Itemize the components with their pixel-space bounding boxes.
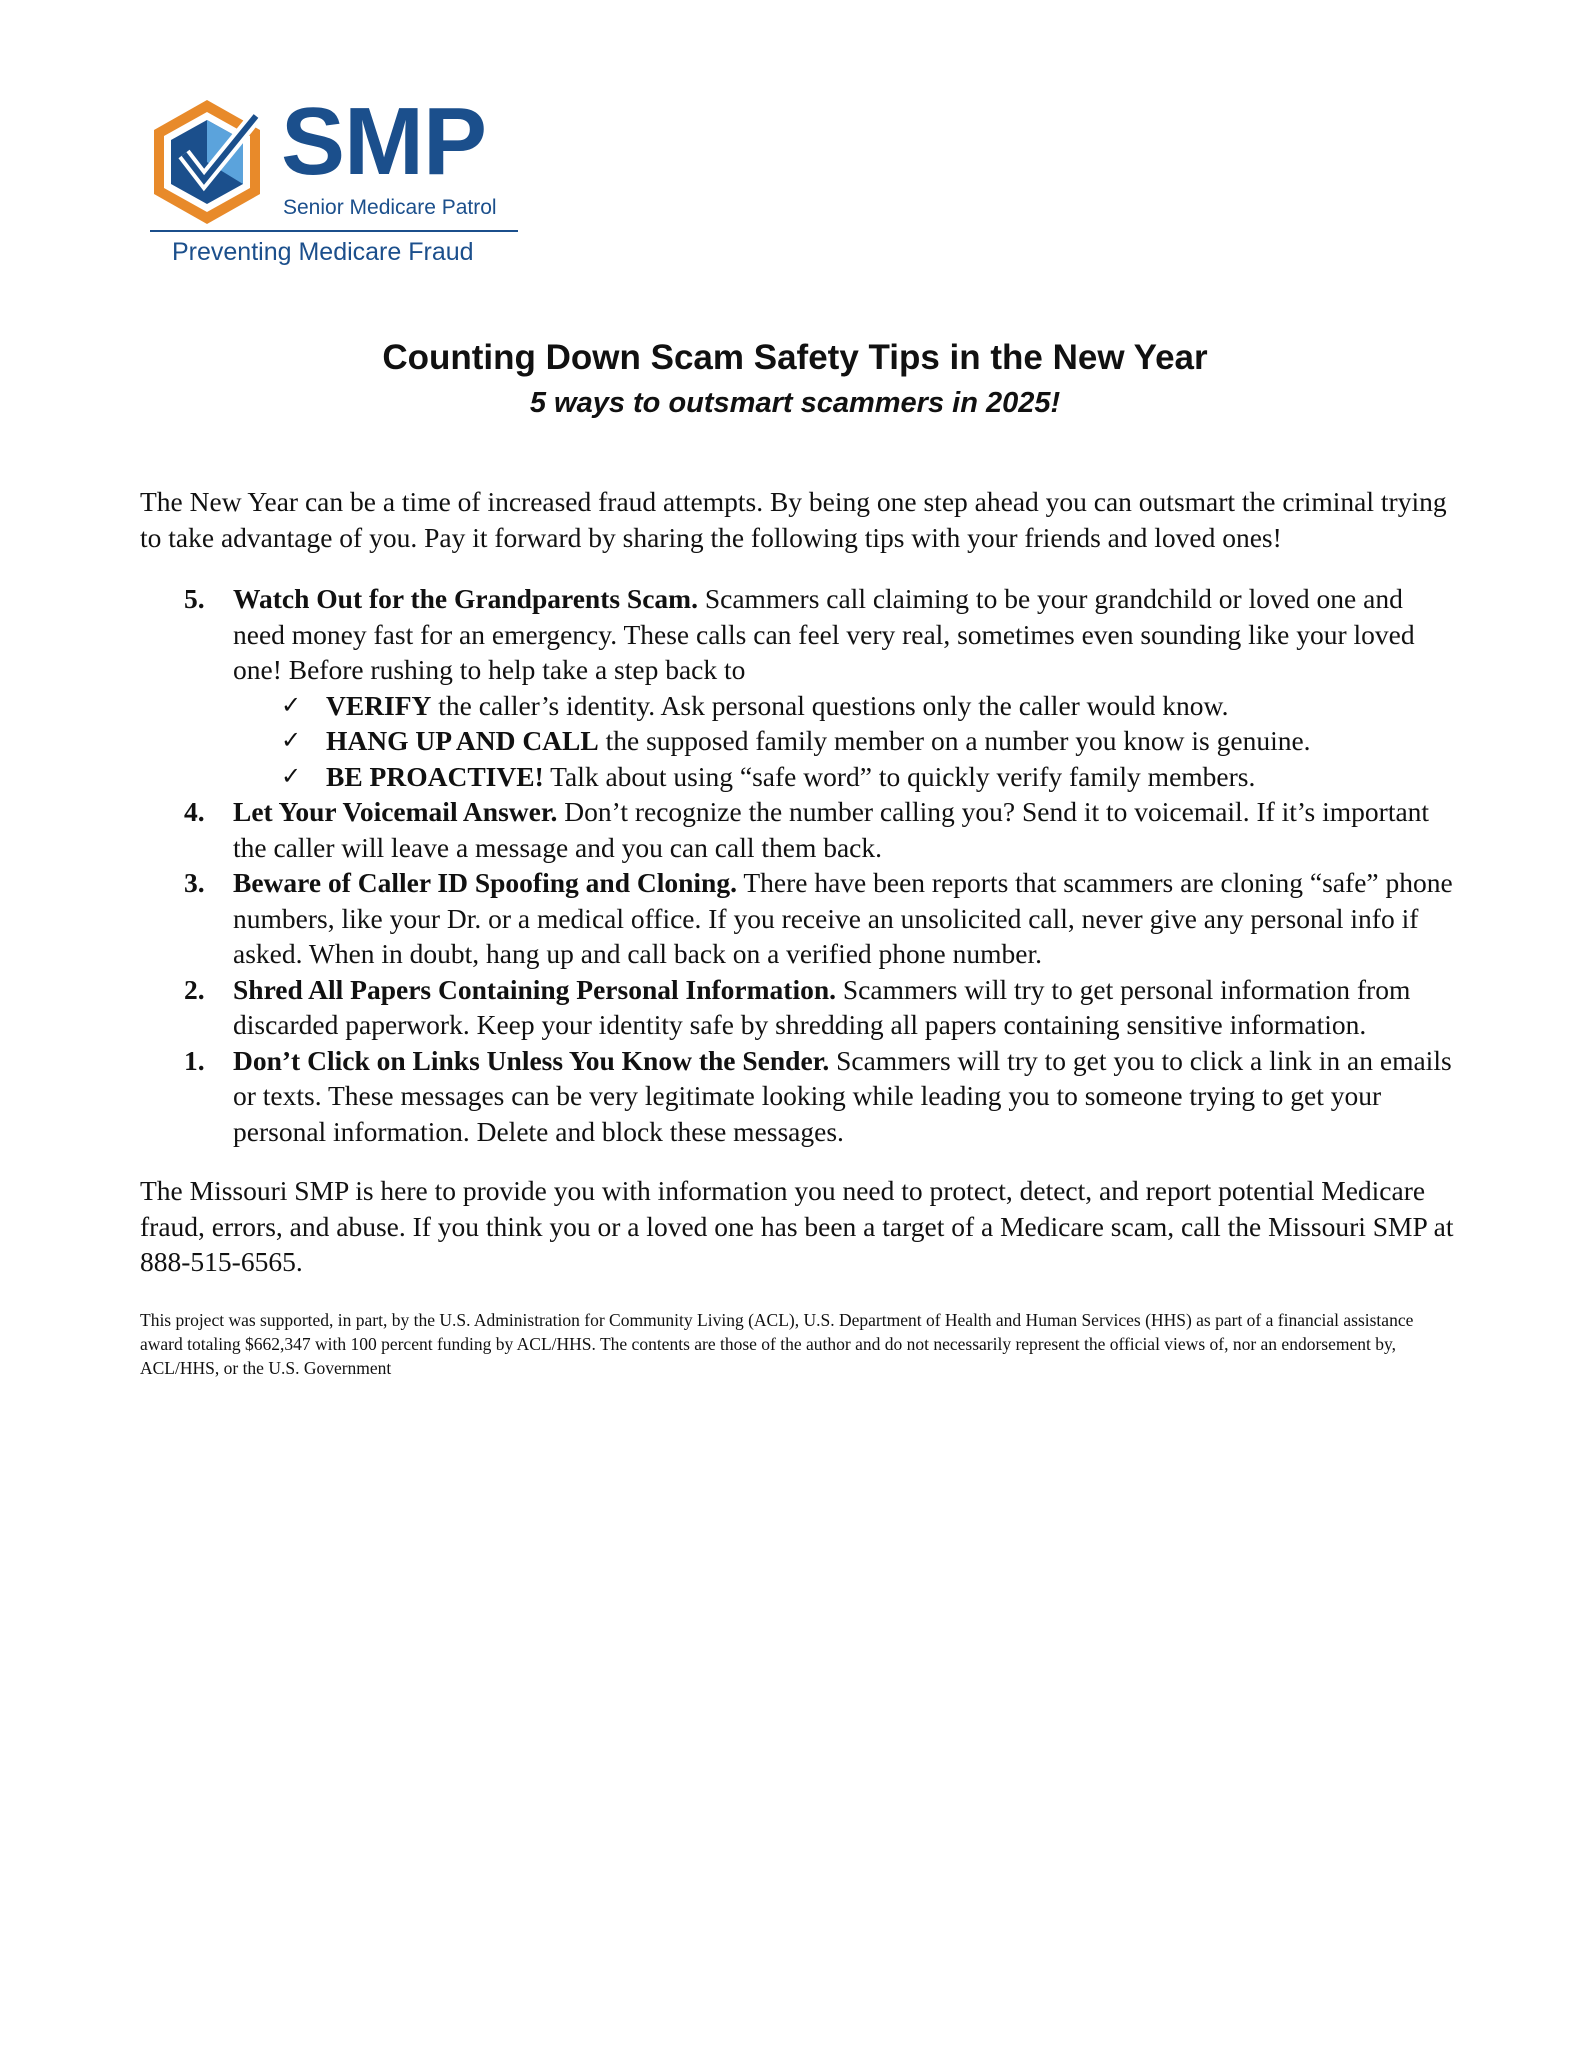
shield-check-icon [148, 96, 266, 228]
tips-list [140, 581, 1460, 1149]
tip-number: 1. [184, 1044, 205, 1076]
tip-number: 4. [184, 796, 205, 827]
checklist-item [233, 688, 1460, 724]
checklist-item [233, 723, 1460, 759]
tip-number: 3. [184, 867, 205, 898]
tip-heading: Don’t Click on Links Unless You Know the Sender. [233, 1044, 830, 1076]
tip-item [140, 1043, 1460, 1150]
smp-logo [140, 88, 520, 272]
logo-subtitle: Senior Medicare Patrol [283, 196, 497, 219]
funding-disclaimer: This project was supported, in part, by the U.S. Administration for Community Living (ACL), U.S. Department of Health and Human Services (HHS) as part of a financial assistance award totaling $662,347 with 100 percent funding by ACL/HHS. The contents are those of the author and do not necessarily represent the official views of, nor an endorsement by, ACL/HHS, or the U.S. Government [140, 1309, 1414, 1378]
checklist-keyword: HANG UP AND CALL [326, 725, 599, 756]
checklist-keyword: VERIFY [326, 689, 432, 721]
tip-number: 2. [184, 973, 205, 1005]
tip-number: 5. [184, 583, 205, 614]
tip-item [140, 794, 1460, 865]
checkmark-icon: ✓ [281, 726, 302, 754]
page-title: Counting Down Scam Safety Tips in the New Year [382, 338, 1208, 377]
tip-text: Scammers will try to get personal information from discarded paperwork. Keep your identity safe by shredding all papers containing sensitive information. [233, 973, 1411, 1040]
checkmark-icon: ✓ [281, 761, 302, 790]
tip-text: Don’t recognize the number calling you? Send it to voicemail. If it’s important the caller will leave a message and you can call them back. [233, 796, 1430, 863]
closing-paragraph: The Missouri SMP is here to provide you with information you need to protect, detect, and report potential Medicare fraud, errors, and abuse. If you think you or a loved one has been a target of a Medicare scam, call the Missouri SMP at 888-515-6565. [140, 1175, 1454, 1277]
document-body [140, 484, 1460, 1380]
tip-heading: Shred All Papers Containing Personal Information. [233, 973, 837, 1005]
tip-item [140, 865, 1460, 972]
intro-paragraph: The New Year can be a time of increased fraud attempts. By being one step ahead you can outsmart the criminal trying to take advantage of you. Pay it forward by sharing the following tips with your friends and loved ones! [140, 486, 1447, 553]
checklist-text: the supposed family member on a number you know is genuine. [598, 725, 1311, 756]
tip-text: Scammers will try to get you to click a link in an emails or texts. These messages can be very legitimate looking while leading you to someone trying to get your personal information. Delete and block these messages. [233, 1044, 1452, 1147]
logo-wordmark: SMP [281, 88, 487, 195]
checklist-item [233, 759, 1460, 795]
checklist-keyword: BE PROACTIVE! [326, 760, 544, 792]
tip-text: Scammers call claiming to be your grandchild or loved one and need money fast for an emergency. These calls can feel very real, sometimes even sounding like your loved one! Before rushing to help take a step back to [233, 583, 1415, 685]
verify-checklist [233, 688, 1460, 795]
tip-heading: Watch Out for the Grandparents Scam. [233, 583, 698, 614]
logo-divider [150, 230, 518, 232]
checklist-text: Talk about using “safe word” to quickly verify family members. [543, 760, 1256, 792]
checkmark-icon: ✓ [281, 690, 302, 719]
tip-text: There have been reports that scammers are cloning “safe” phone numbers, like your Dr. or a medical office. If you receive an unsolicited call, never give any personal info if asked. When in doubt, hang up and call back on a verified phone number. [233, 867, 1453, 969]
tip-item [140, 581, 1460, 794]
tip-item [140, 972, 1460, 1043]
logo-tagline: Preventing Medicare Fraud [172, 238, 474, 266]
tip-heading: Let Your Voicemail Answer. [233, 796, 558, 827]
page-subtitle: 5 ways to outsmart scammers in 2025! [529, 387, 1061, 419]
tip-heading: Beware of Caller ID Spoofing and Cloning. [233, 867, 737, 898]
checklist-text: the caller’s identity. Ask personal questions only the caller would know. [431, 689, 1229, 721]
